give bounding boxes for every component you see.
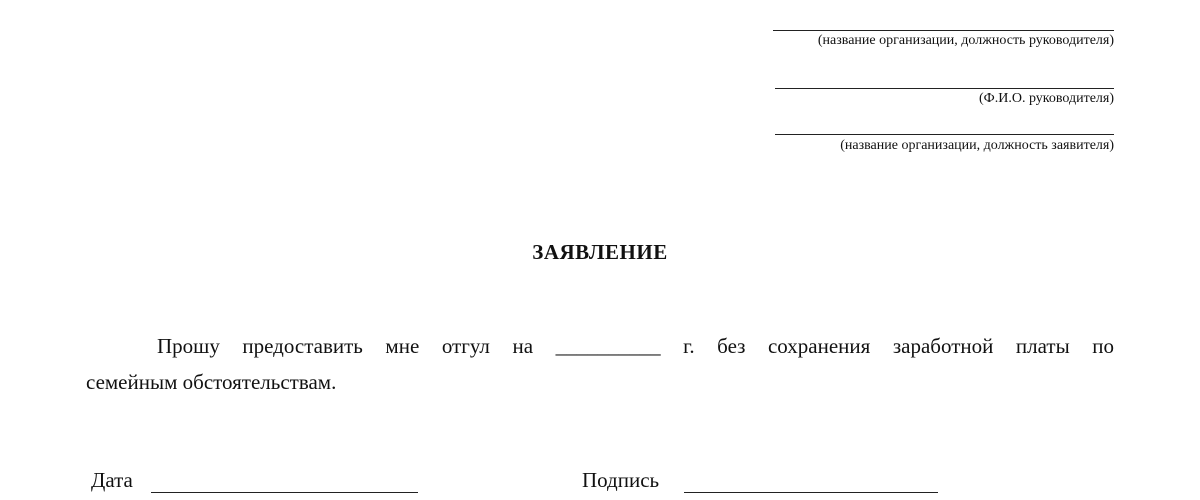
head-name-caption: (Ф.И.О. руководителя) [979, 91, 1114, 106]
head-name-line [775, 88, 1114, 89]
signature-label: Подпись [582, 468, 660, 492]
request-word: на [512, 334, 534, 358]
request-word: платы [1015, 334, 1070, 358]
date-blank-line [151, 492, 418, 493]
request-word: заработной [892, 334, 994, 358]
leave-date-blank: __________ [555, 334, 661, 358]
document-title: ЗАЯВЛЕНИЕ [532, 240, 668, 264]
request-word: по [1092, 334, 1114, 358]
applicant-line [775, 134, 1114, 135]
request-word: предоставить [242, 334, 363, 358]
org-position-line [773, 30, 1114, 31]
request-word: отгул [441, 334, 490, 358]
request-word: сохранения [767, 334, 871, 358]
applicant-caption: (название организации, должность заявителя) [840, 138, 1114, 153]
request-text-line1 [157, 333, 1114, 359]
request-word: Прошу [157, 334, 220, 358]
request-text-line2: семейным обстоятельствам. [86, 370, 337, 394]
request-word: мне [385, 334, 420, 358]
org-position-caption: (название организации, должность руководителя) [817, 33, 1114, 48]
signature-blank-line [684, 492, 938, 493]
date-label: Дата [91, 468, 133, 492]
request-word: без [717, 334, 746, 358]
request-word: г. [683, 334, 695, 358]
